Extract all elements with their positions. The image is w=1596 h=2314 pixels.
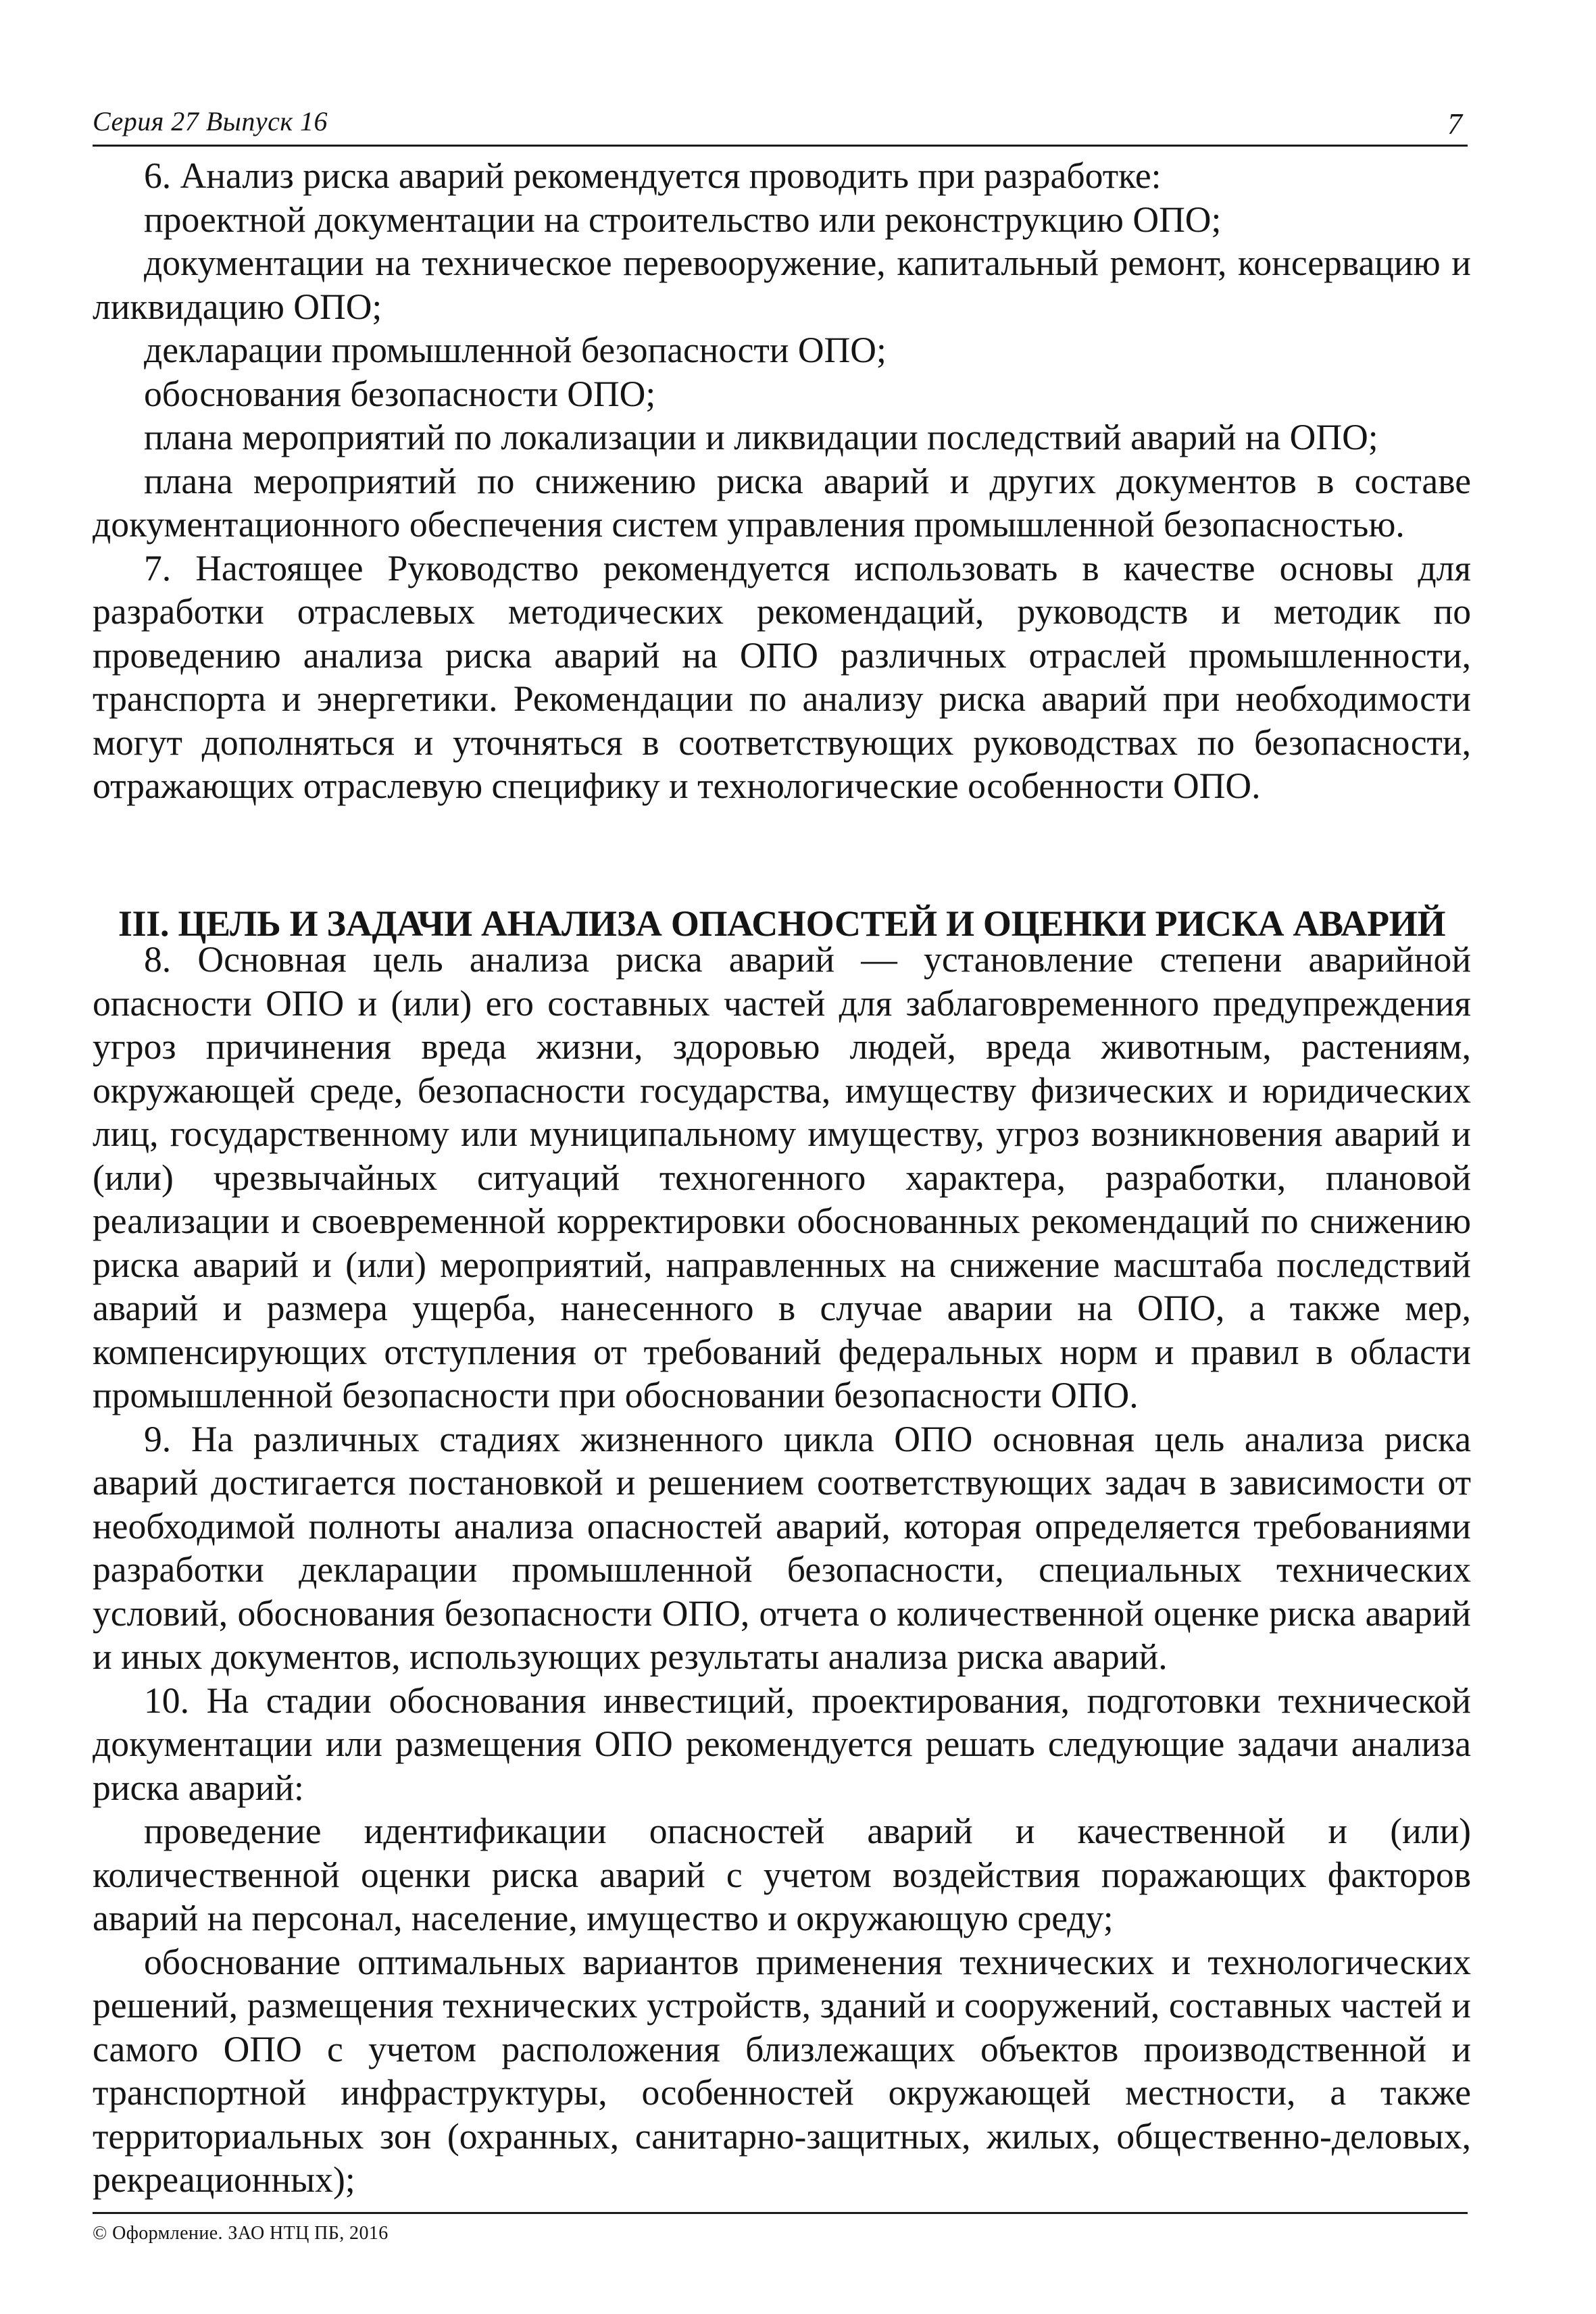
footer-divider — [93, 2212, 1468, 2214]
paragraph: плана мероприятий по локализации и ликвидации последствий аварий на ОПО; — [144, 417, 1378, 457]
paragraph: плана мероприятий по снижению риска аварий и других документов в составе документационного обеспечения систем управления промышленной безопасностью. — [93, 460, 1471, 545]
paragraph: 8. Основная цель анализа риска аварий — установление степени аварийной опасности ОПО и (или) его составных частей для заблаговременного предупреждения угроз причинения вреда жизни, здоровью людей, вреда животным, растениям, окружающей среде, безопасности государства, имуществу физических и юридических лиц, государственному или муниципальному имуществу, угроз возникновения аварий и (или) чрезвычайных ситуаций техногенного характера, разработки, плановой реализации и своевременной корректировки обоснованных рекомендаций по снижению риска аварий и (или) мероприятий, направленных на снижение масштаба последствий аварий и размера ущерба, нанесенного в случае аварии на ОПО, а также мер, компенсирующих отступления от требований федеральных норм и правил в области промышленной безопасности при обосновании безопасности ОПО. — [93, 939, 1471, 1415]
paragraph: 6. Анализ риска аварий рекомендуется проводить при разработке: — [144, 155, 1162, 196]
page-number: 7 — [1447, 107, 1462, 141]
section-b-body — [93, 938, 1471, 2202]
footer-copyright: © Оформление. ЗАО НТЦ ПБ, 2016 — [93, 2223, 389, 2244]
paragraph: проектной документации на строительство или реконструкцию ОПО; — [144, 199, 1222, 240]
paragraph: декларации промышленной безопасности ОПО; — [144, 330, 887, 370]
series-title: Серия 27 Выпуск 16 — [93, 106, 328, 136]
running-header — [93, 103, 1468, 147]
paragraph: 9. На различных стадиях жизненного цикла ОПО основная цель анализа риска аварий достигается постановкой и решением соответствующих задач в зависимости от необходимой полноты анализа опасностей аварий, которая определяется требованиями разработки декларации промышленной безопасности, специальных технических условий, обоснования безопасности ОПО, отчета о количественной оценке риска аварий и иных документов, использующих результаты анализа риска аварий. — [93, 1418, 1471, 1677]
paragraph: обоснование оптимальных вариантов применения технических и технологических решений, размещения технических устройств, зданий и сооружений, составных частей и самого ОПО с учетом расположения близлежащих объектов производственной и транспортной инфраструктуры, особенностей окружающей местности, а также территориальных зон (охранных, санитарно-защитных, жилых, общественно-деловых, рекреационных); — [93, 1941, 1471, 2200]
paragraph: документации на техническое перевооружение, капитальный ремонт, консервацию и ликвидацию ОПО; — [93, 243, 1471, 327]
section-a-body — [93, 154, 1471, 808]
paragraph: проведение идентификации опасностей аварий и качественной и (или) количественной оценки риска аварий с учетом воздействия поражающих факторов аварий на персонал, население, имущество и окружающую среду; — [93, 1811, 1471, 1938]
paragraph: 7. Настоящее Руководство рекомендуется использовать в качестве основы для разработки отраслевых методических рекомендаций, руководств и методик по проведению анализа риска аварий на ОПО различных отраслей промышленности, транспорта и энергетики. Рекомендации по анализу риска аварий при необходимости могут дополняться и уточняться в соответствующих руководствах по безопасности, отражающих отраслевую специфику и технологические особенности ОПО. — [93, 547, 1471, 806]
paragraph: обоснования безопасности ОПО; — [144, 373, 656, 414]
paragraph: 10. На стадии обоснования инвестиций, проектирования, подготовки технической документации или размещения ОПО рекомендуется решать следующие задачи анализа риска аварий: — [93, 1680, 1471, 1808]
section-heading: III. ЦЕЛЬ И ЗАДАЧИ АНАЛИЗА ОПАСНОСТЕЙ И ОЦЕНКИ РИСКА АВАРИЙ — [118, 903, 1446, 944]
